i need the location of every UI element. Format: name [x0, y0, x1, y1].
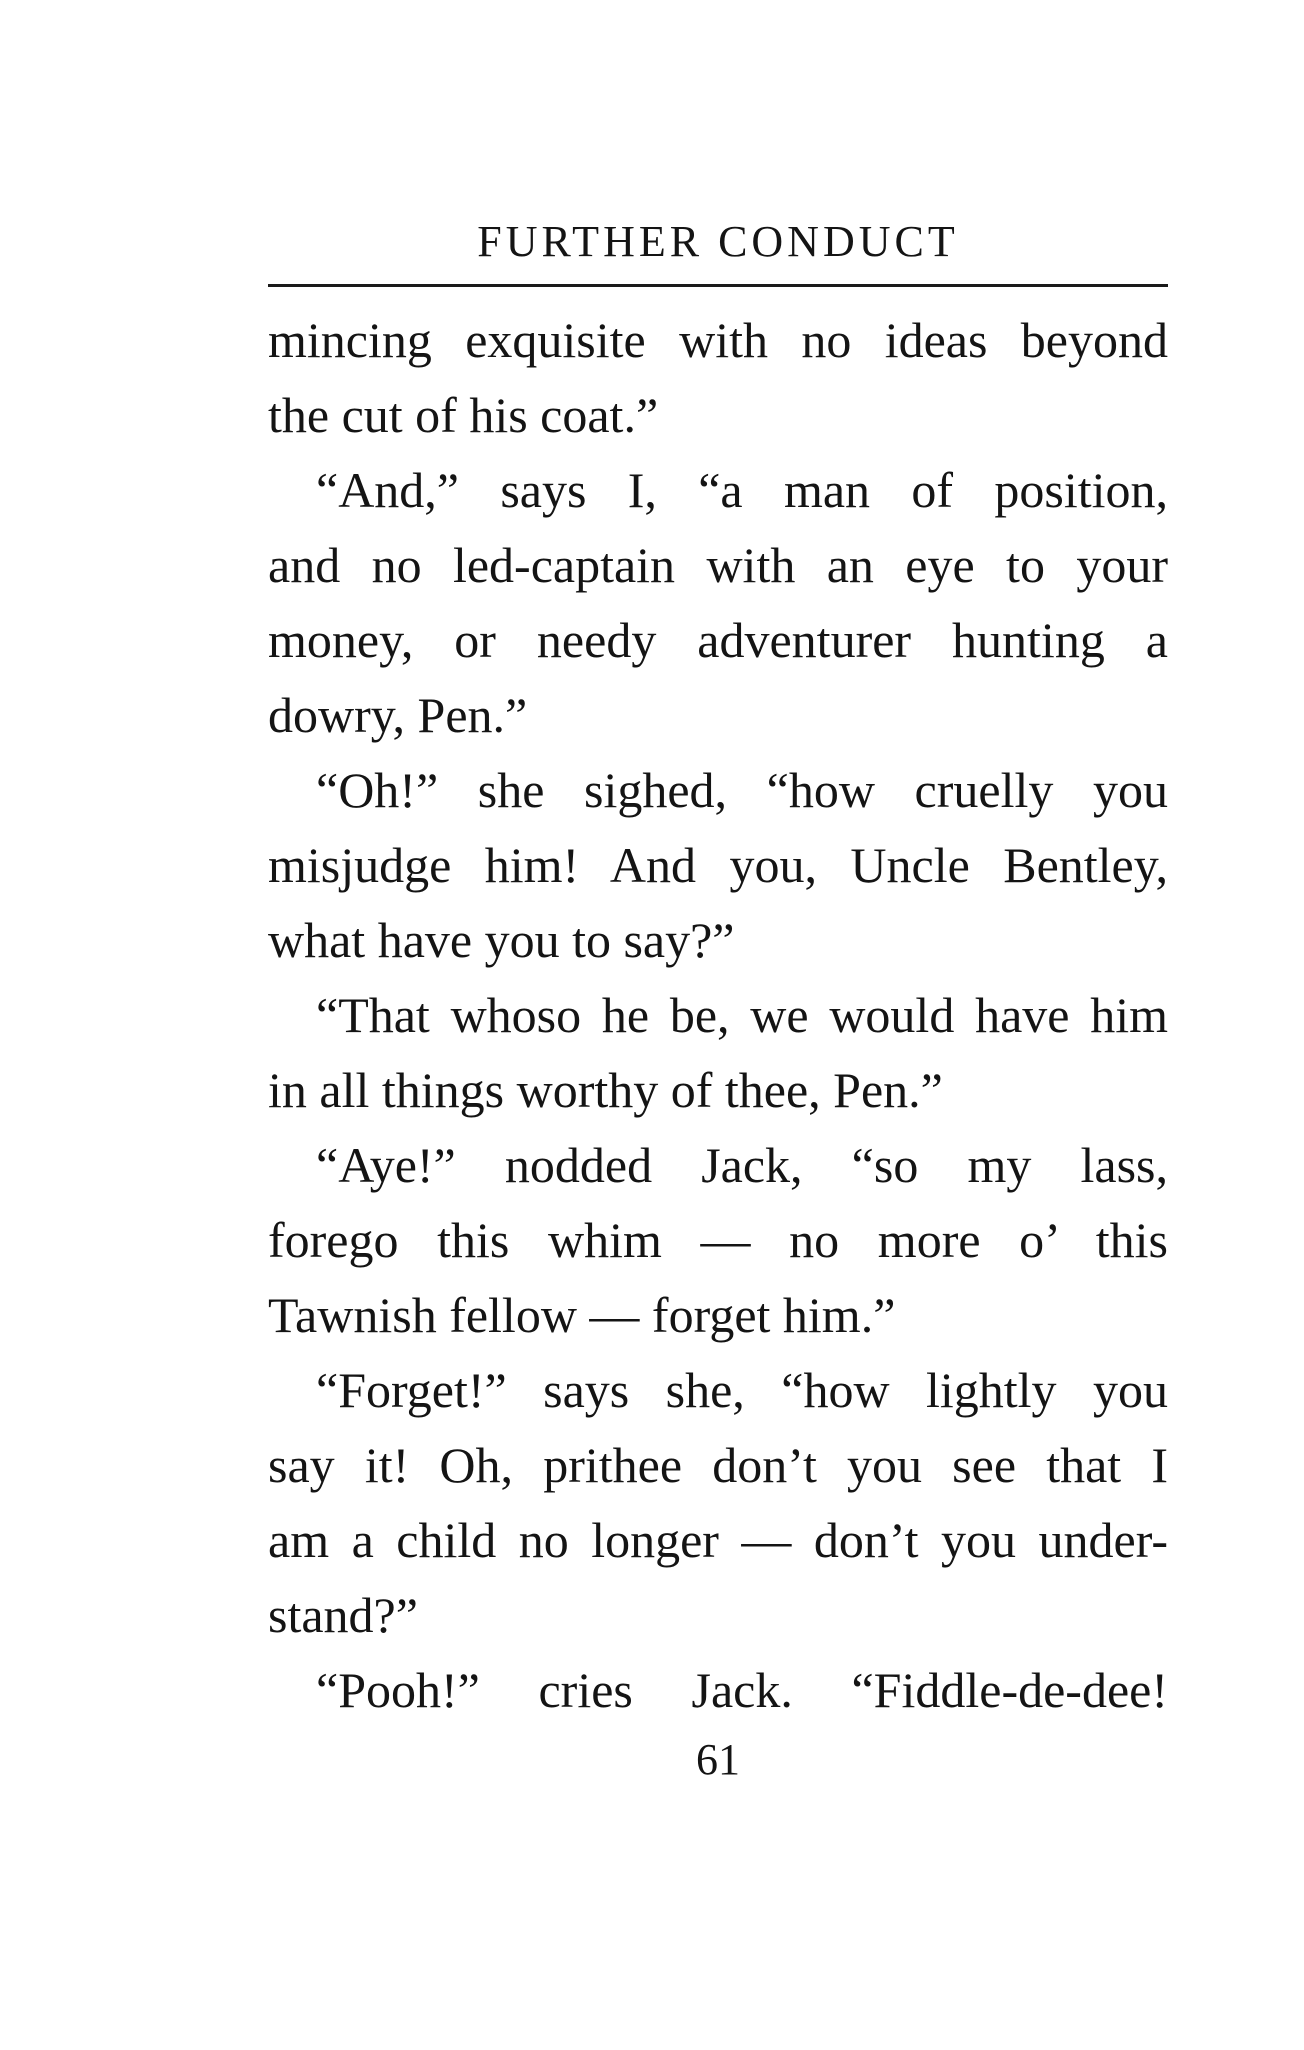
text-line: and no led-captain with an eye to your	[268, 537, 1168, 593]
header-rule	[268, 284, 1168, 287]
text-line: in all things worthy of thee, Pen.”	[268, 1062, 943, 1118]
text-line: “And,” says I, “a man of position,	[316, 462, 1168, 518]
text-line: say it! Oh, prithee don’t you see that I	[268, 1437, 1168, 1493]
text-line: mincing exquisite with no ideas beyond	[268, 312, 1168, 368]
page-number: 61	[696, 1735, 740, 1784]
text-line: “That whoso he be, we would have him	[316, 987, 1168, 1043]
text-line: stand?”	[268, 1587, 418, 1643]
running-head: FURTHER CONDUCT	[477, 217, 959, 266]
text-line: “Aye!” nodded Jack, “so my lass,	[316, 1137, 1168, 1193]
text-line: forego this whim — no more o’ this	[268, 1212, 1168, 1268]
text-line: dowry, Pen.”	[268, 687, 528, 743]
text-line: Tawnish fellow — forget him.”	[268, 1287, 896, 1343]
text-line: the cut of his coat.”	[268, 387, 659, 443]
text-line: what have you to say?”	[268, 912, 735, 968]
text-line: money, or needy adventurer hunting a	[268, 612, 1168, 668]
body-text	[268, 303, 1168, 1728]
text-line: “Forget!” says she, “how lightly you	[316, 1362, 1168, 1418]
text-line: “Pooh!” cries Jack. “Fiddle-de-dee!	[316, 1662, 1168, 1718]
text-line: “Oh!” she sighed, “how cruelly you	[316, 762, 1168, 818]
text-line: misjudge him! And you, Uncle Bentley,	[268, 837, 1168, 893]
text-line: am a child no longer — don’t you under-	[268, 1512, 1168, 1568]
